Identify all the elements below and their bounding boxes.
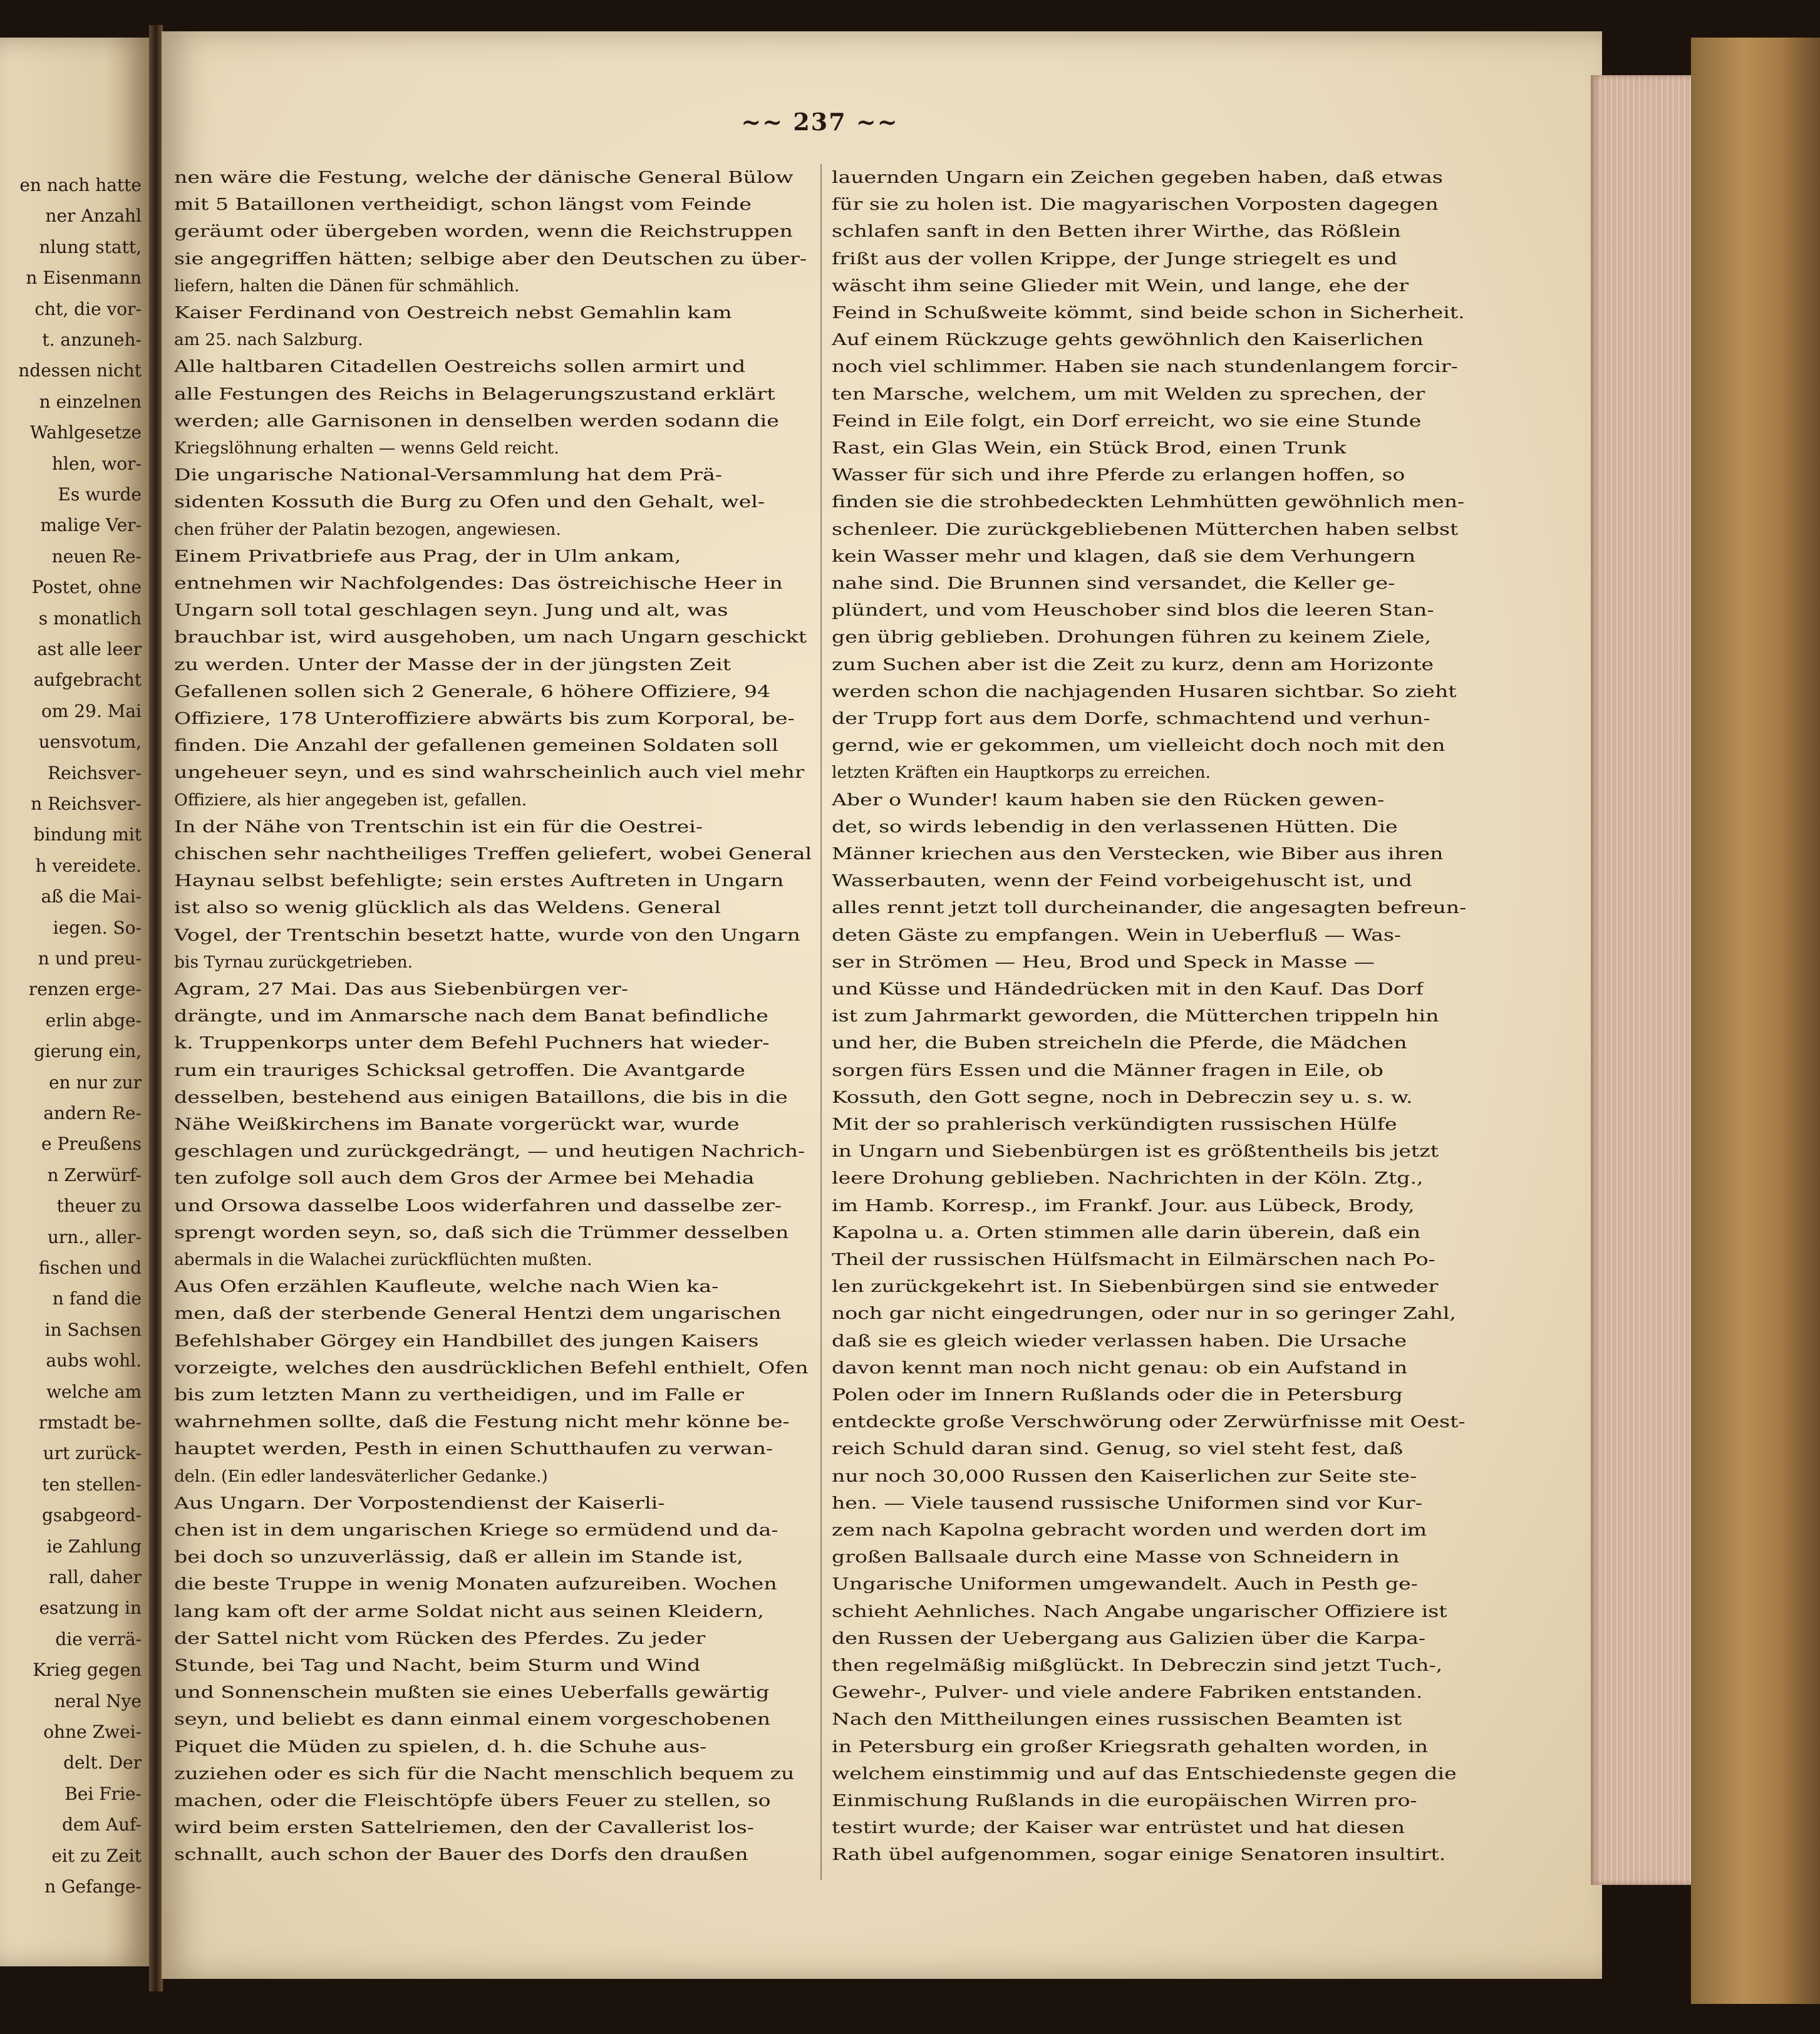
left-page-fragment-line: fischen und [38,1257,142,1278]
text-line: Nähe Weißkirchens im Banate vorgerückt war, wurde [174,1115,740,1134]
column-divider [820,164,822,1880]
text-line: im Hamb. Korresp., im Frankf. Jour. aus Lübeck, Brody, [832,1195,1415,1216]
text-line: Alle haltbaren Citadellen Oestreichs sollen armirt und [174,357,746,377]
left-page-fragment-line: ndessen nicht [18,360,142,381]
text-line: großen Ballsaale durch eine Masse von Schneidern in [832,1547,1400,1567]
text-line: werden; alle Garnisonen in denselben werden sodann die [174,411,779,431]
text-line: noch viel schlimmer. Haben sie nach stundenlangem forcir- [832,357,1458,377]
text-line: bis zum letzten Mann zu vertheidigen, und im Falle er [174,1385,745,1405]
text-line: In der Nähe von Trentschin ist ein für die Oestrei- [174,817,703,837]
left-page-fragment-line: gierung ein, [33,1041,142,1062]
left-page-fragment-line: rmstadt be- [38,1412,142,1433]
text-line: und her, die Buben streicheln die Pferde, die Mädchen [832,1033,1407,1053]
left-page-fragment-line: n Reichsver- [31,793,142,814]
left-page-fragment-line: malige Ver- [40,515,142,536]
left-page-fragment-line: urn., aller- [47,1226,142,1247]
text-line: reich Schuld daran sind. Genug, so viel steht fest, daß [832,1439,1404,1459]
left-page-fragment-line: in Sachsen [44,1319,142,1340]
left-page-fragment-line: n Eisenmann [26,267,142,289]
text-line: Die ungarische National-Versammlung hat dem Prä- [174,465,723,485]
book-gutter [149,25,163,1991]
text-line: zuziehen oder es sich für die Nacht menschlich bequem zu [174,1763,795,1784]
text-line: werden schon die nachjagenden Husaren sichtbar. So zieht [832,681,1457,701]
left-page-fragment-line: uensvotum, [38,731,142,753]
text-line: men, daß der sterbende General Hentzi dem ungarischen [174,1304,782,1324]
text-line: wird beim ersten Sattelriemen, den der Cavallerist los- [174,1818,754,1838]
left-page-fragment-line: andern Re- [43,1103,142,1123]
text-line: det, so wirds lebendig in den verlassenen Hütten. Die [832,817,1398,837]
text-line: Rast, ein Glas Wein, ein Stück Brod, einen Trunk [832,438,1347,458]
left-page-fragment-line: dem Auf- [61,1814,142,1835]
text-line: und Sonnenschein mußten sie eines Ueberfalls gewärtig [174,1683,770,1703]
left-page-fragment-line: gsabgeord- [41,1505,142,1526]
left-page-fragment-line: n und preu- [38,948,142,969]
left-page-fragment-line: n fand die [52,1288,142,1309]
text-line: und Küsse und Händedrücken mit in den Kauf. Das Dorf [832,979,1424,999]
text-line: die beste Truppe in wenig Monaten aufzureiben. Wochen [174,1574,777,1594]
text-line: drängte, und im Anmarsche nach dem Banat befindliche [174,1006,768,1026]
left-page-fragment-line: s monatlich [38,607,142,629]
text-line: desselben, bestehend aus einigen Bataillons, die bis in die [174,1087,788,1107]
left-page-fragment-line: ten stellen- [42,1474,142,1495]
text-line: Offiziere, als hier angegeben ist, gefallen. [174,790,527,810]
text-line: Aber o Wunder! kaum haben sie den Rücken gewen- [832,790,1385,810]
text-line: deln. (Ein edler landesväterlicher Gedanke.) [174,1466,548,1486]
text-line: Aus Ungarn. Der Vorpostendienst der Kaiserli- [174,1493,665,1513]
text-line: ungeheuer seyn, und es sind wahrscheinlich auch viel mehr [174,763,805,783]
left-page-fragment-line: theuer zu [56,1195,142,1217]
text-line: ten zufolge soll auch dem Gros der Armee bei Mehadia [174,1169,755,1189]
left-page-fragment-line: die verrä- [55,1628,142,1649]
text-line: noch gar nicht eingedrungen, oder nur in so geringer Zahl, [832,1304,1456,1324]
left-page-fragment-line: bindung mit [33,824,142,845]
text-line: Vogel, der Trentschin besetzt hatte, wurde von den Ungarn [174,925,800,945]
left-page-fragment-line: welche am [46,1381,142,1402]
text-line: ist also so wenig glücklich als das Weldens. General [174,898,721,918]
text-line: nahe sind. Die Brunnen sind versandet, die Keller ge- [832,574,1395,593]
text-line: mit 5 Bataillonen vertheidigt, schon längst vom Feinde [174,195,752,215]
text-line: entnehmen wir Nachfolgendes: Das östreichische Heer in [174,574,783,593]
text-line: frißt aus der vollen Krippe, der Junge striegelt es und [832,249,1398,269]
text-line: Kaiser Ferdinand von Oestreich nebst Gemahlin kam [174,303,732,323]
text-line: Kapolna u. a. Orten stimmen alle darin überein, daß ein [832,1222,1421,1242]
left-page-fragment-line: Wahlgesetze [29,422,142,443]
left-page-fragment-line: erlin abge- [45,1009,142,1031]
text-line: leere Drohung geblieben. Nachrichten in der Köln. Ztg., [832,1169,1424,1189]
left-page-fragment-line: aß die Mai- [41,886,142,907]
text-line: gernd, wie er gekommen, um vielleicht doch noch mit den [832,736,1445,756]
text-line: Auf einem Rückzuge gehts gewöhnlich den Kaiserlichen [832,330,1424,350]
text-line: Einem Privatbriefe aus Prag, der in Ulm ankam, [174,546,681,566]
text-line: Piquet die Müden zu spielen, d. h. die Schuhe aus- [174,1737,707,1757]
text-line: Befehlshaber Görgey ein Handbillet des jungen Kaisers [174,1331,759,1351]
text-line: Gefallenen sollen sich 2 Generale, 6 höhere Offiziere, 94 [174,681,771,701]
page-number-ornament-right: ~~ [846,108,899,136]
left-page-fragment-line: om 29. Mai [41,700,142,721]
text-line: bis Tyrnau zurückgetrieben. [174,952,413,972]
text-line: in Petersburg ein großer Kriegsrath gehalten worden, in [832,1737,1429,1757]
page-number-value: 237 [793,108,847,136]
text-line: lauernden Ungarn ein Zeichen gegeben haben, daß etwas [832,168,1443,187]
left-page-fragment-line: Es wurde [58,484,142,505]
left-page-fragment-line: e Preußens [41,1133,142,1155]
text-line: seyn, und beliebt es dann einmal einem vorgeschobenen [174,1710,771,1730]
left-page-fragment-line: n einzelnen [39,391,142,412]
left-page-fragment-line: Bei Frie- [65,1783,142,1804]
text-line: liefern, halten die Dänen für schmählich. [174,276,520,296]
left-page-fragment-line: aubs wohl. [46,1350,142,1371]
text-line: hauptet werden, Pesth in einen Schutthaufen zu verwan- [174,1439,773,1459]
text-line: finden. Die Anzahl der gefallenen gemeinen Soldaten soll [174,736,778,756]
text-line: brauchbar ist, wird ausgehoben, um nach Ungarn geschickt [174,627,807,648]
text-line: alles rennt jetzt toll durcheinander, die angesagten befreun- [832,898,1467,918]
text-line: abermals in die Walachei zurückflüchten mußten. [174,1250,592,1269]
text-line: in Ungarn und Siebenbürgen ist es größtentheils bis jetzt [832,1142,1439,1162]
text-line: Aus Ofen erzählen Kaufleute, welche nach Wien ka- [174,1277,719,1297]
page-number-ornament-left: ~~ [741,108,794,136]
text-line: für sie zu holen ist. Die magyarischen Vorposten dagegen [832,195,1439,215]
text-line: Einmischung Rußlands in die europäischen Wirren pro- [832,1791,1417,1810]
text-line: bei doch so unzuverlässig, daß er allein im Stande ist, [174,1547,743,1567]
text-line: ten Marsche, welchem, um mit Welden zu sprechen, der [832,384,1425,404]
text-line: alle Festungen des Reichs in Belagerungszustand erklärt [174,384,775,404]
left-page-fragment-line: t. anzuneh- [42,329,142,350]
text-line: sorgen fürs Essen und die Männer fragen in Eile, ob [832,1060,1383,1080]
text-line: schenleer. Die zurückgebliebenen Mütterchen haben selbst [832,519,1459,539]
text-line: zu werden. Unter der Masse der in der jüngsten Zeit [174,654,732,674]
left-page-fragment-line: rall, daher [48,1567,142,1587]
text-line: k. Truppenkorps unter dem Befehl Puchners hat wieder- [174,1033,770,1053]
text-line: Theil der russischen Hülfsmacht in Eilmärschen nach Po- [832,1250,1435,1269]
text-line: der Trupp fort aus dem Dorfe, schmachtend und verhun- [832,709,1430,728]
text-line: Agram, 27 Mai. Das aus Siebenbürgen ver- [174,979,629,999]
left-page-fragment-line: neuen Re- [51,545,142,567]
text-line: Haynau selbst befehligte; sein erstes Auftreten in Ungarn [174,871,784,891]
left-page-fragment-line: neral Nye [54,1690,142,1711]
left-page-fragment-line: ohne Zwei- [43,1722,142,1742]
text-line: Feind in Eile folgt, ein Dorf erreicht, wo sie eine Stunde [832,411,1422,431]
text-line: chen ist in dem ungarischen Kriege so ermüdend und da- [174,1520,778,1540]
text-line: Kossuth, den Gott segne, noch in Debreczin sey u. s. w. [832,1087,1413,1107]
text-line: chen früher der Palatin bezogen, angewiesen. [174,519,561,539]
text-line: kein Wasser mehr und klagen, daß sie dem Verhungern [832,546,1416,566]
text-line: Stunde, bei Tag und Nacht, beim Sturm und Wind [174,1656,701,1675]
text-line: schnallt, auch schon der Bauer des Dorfs den draußen [174,1845,748,1865]
text-line: Wasser für sich und ihre Pferde zu erlangen hoffen, so [832,465,1405,485]
text-line: Ungarn soll total geschlagen seyn. Jung und alt, was [174,601,728,621]
book-cover-board [1691,38,1820,2004]
left-page-fragment-line: cht, die vor- [34,298,142,319]
text-line: den Russen der Uebergang aus Galizien über die Karpa- [832,1628,1426,1648]
left-page-fragment-line: en nach hatte [19,175,142,195]
left-page-fragment-line: eit zu Zeit [51,1845,142,1866]
text-line: und Orsowa dasselbe Loos widerfahren und dasselbe zer- [174,1195,782,1216]
text-line: geschlagen und zurückgedrängt, — und heutigen Nachrich- [174,1142,805,1162]
text-line: zem nach Kapolna gebracht worden und werden dort im [832,1520,1427,1540]
left-page-fragment-line: Reichsver- [48,762,142,783]
text-line: deten Gäste zu empfangen. Wein in Ueberfluß — Was- [832,925,1402,945]
text-line: zum Suchen aber ist die Zeit zu kurz, denn am Horizonte [832,654,1434,674]
text-line: finden sie die strohbedeckten Lehmhütten gewöhnlich men- [832,492,1465,512]
left-page-fragment-line: h vereidete. [35,855,142,876]
left-page-fragment-line: nlung statt, [39,236,142,257]
text-line: Polen oder im Innern Rußlands oder die in Petersburg [832,1385,1403,1405]
text-line: Kriegslöhnung erhalten — wenns Geld reicht. [174,438,559,458]
text-line: testirt wurde; der Kaiser war entrüstet und hat diesen [832,1818,1405,1838]
left-page-fragment-line: n Gefange- [44,1876,142,1897]
text-line: geräumt oder übergeben worden, wenn die Reichstruppen [174,222,793,242]
left-page-fragment-line: ie Zahlung [46,1536,142,1557]
left-page-fragment-line: urt zurück- [43,1443,142,1464]
text-line: schieht Aehnliches. Nach Angabe ungarischer Offiziere ist [832,1601,1447,1621]
left-page-fragment-line: Krieg gegen [33,1660,142,1681]
text-line: wahrnehmen sollte, daß die Festung nicht mehr könne be- [174,1412,790,1432]
left-page-fragment-line: renzen erge- [28,979,142,1000]
text-line: machen, oder die Fleischtöpfe übers Feuer zu stellen, so [174,1791,771,1810]
text-line: sidenten Kossuth die Burg zu Ofen und den Gehalt, wel- [174,492,765,512]
text-line: lang kam oft der arme Soldat nicht aus seinen Kleidern, [174,1601,764,1621]
left-page-fragment-line: ner Anzahl [45,205,142,227]
text-line: vorzeigte, welches den ausdrücklichen Befehl enthielt, Ofen [174,1358,809,1378]
text-line: am 25. nach Salzburg. [174,330,363,350]
text-line: rum ein trauriges Schicksal getroffen. Die Avantgarde [174,1060,745,1080]
left-page-fragment-line: en nur zur [48,1071,142,1093]
text-line: hen. — Viele tausend russische Uniformen sind vor Kur- [832,1493,1422,1513]
text-line: Ungarische Uniformen umgewandelt. Auch in Pesth ge- [832,1574,1418,1594]
text-line: der Sattel nicht vom Rücken des Pferdes. Zu jeder [174,1628,706,1648]
text-line: Gewehr-, Pulver- und viele andere Fabriken entstanden. [832,1683,1423,1703]
text-line: chischen sehr nachtheiliges Treffen geliefert, wobei General [174,844,812,864]
text-line: sie angegriffen hätten; selbige aber den Deutschen zu über- [174,249,807,269]
page-number [704,108,936,136]
text-line: Mit der so prahlerisch verkündigten russischen Hülfe [832,1115,1397,1134]
text-line: letzten Kräften ein Hauptkorps zu erreichen. [832,763,1211,783]
text-line: nur noch 30,000 Russen den Kaiserlichen zur Seite ste- [832,1466,1417,1486]
left-page-fragment-line: esatzung in [39,1598,142,1619]
text-line: davon kennt man noch nicht genau: ob ein Aufstand in [832,1358,1408,1378]
text-line: daß sie es gleich wieder verlassen haben. Die Ursache [832,1331,1407,1351]
left-page-fragment-line: delt. Der [63,1752,142,1773]
text-line: ser in Strömen — Heu, Brod und Speck in Masse — [832,952,1375,972]
text-line: len zurückgekehrt ist. In Siebenbürgen sind sie entweder [832,1277,1439,1297]
left-page-fragment-line: n Zerwürf- [47,1164,142,1185]
text-line: entdeckte große Verschwörung oder Zerwürfnisse mit Oest- [832,1412,1466,1432]
left-page-fragment-line: hlen, wor- [51,453,142,474]
text-line: nen wäre die Festung, welche der dänische General Bülow [174,168,794,187]
text-line: Offiziere, 178 Unteroffiziere abwärts bis zum Korporal, be- [174,709,795,728]
left-page-fragment-line: iegen. So- [53,917,142,938]
text-line: Männer kriechen aus den Verstecken, wie Biber aus ihren [832,844,1444,864]
text-line: wäscht ihm seine Glieder mit Wein, und lange, ehe der [832,276,1409,296]
left-page-fragment-line: ast alle leer [37,639,142,659]
text-line: Nach den Mittheilungen eines russischen Beamten ist [832,1710,1402,1730]
text-line: plündert, und vom Heuschober sind blos die leeren Stan- [832,601,1434,621]
text-line: Wasserbauten, wenn der Feind vorbeigehuscht ist, und [832,871,1412,891]
bleed-through-text [1240,1854,1541,1867]
text-line: gen übrig geblieben. Drohungen führen zu keinem Ziele, [832,627,1432,648]
text-line: Feind in Schußweite kömmt, sind beide schon in Sicherheit. [832,303,1465,323]
text-line: welchem einstimmig und auf das Entschiedenste gegen die [832,1763,1457,1784]
text-line: Rath übel aufgenommen, sogar einige Senatoren insultirt. [832,1845,1446,1865]
left-page-fragment-line: aufgebracht [33,669,142,691]
left-page-fragment-line: Postet, ohne [31,577,142,598]
text-line: sprengt worden seyn, so, daß sich die Trümmer desselben [174,1222,789,1242]
text-line: then regelmäßig mißglückt. In Debreczin sind jetzt Tuch-, [832,1656,1443,1675]
text-line: schlafen sanft in den Betten ihrer Wirthe, das Rößlein [832,222,1401,242]
text-line: ist zum Jahrmarkt geworden, die Mütterchen trippeln hin [832,1006,1439,1026]
